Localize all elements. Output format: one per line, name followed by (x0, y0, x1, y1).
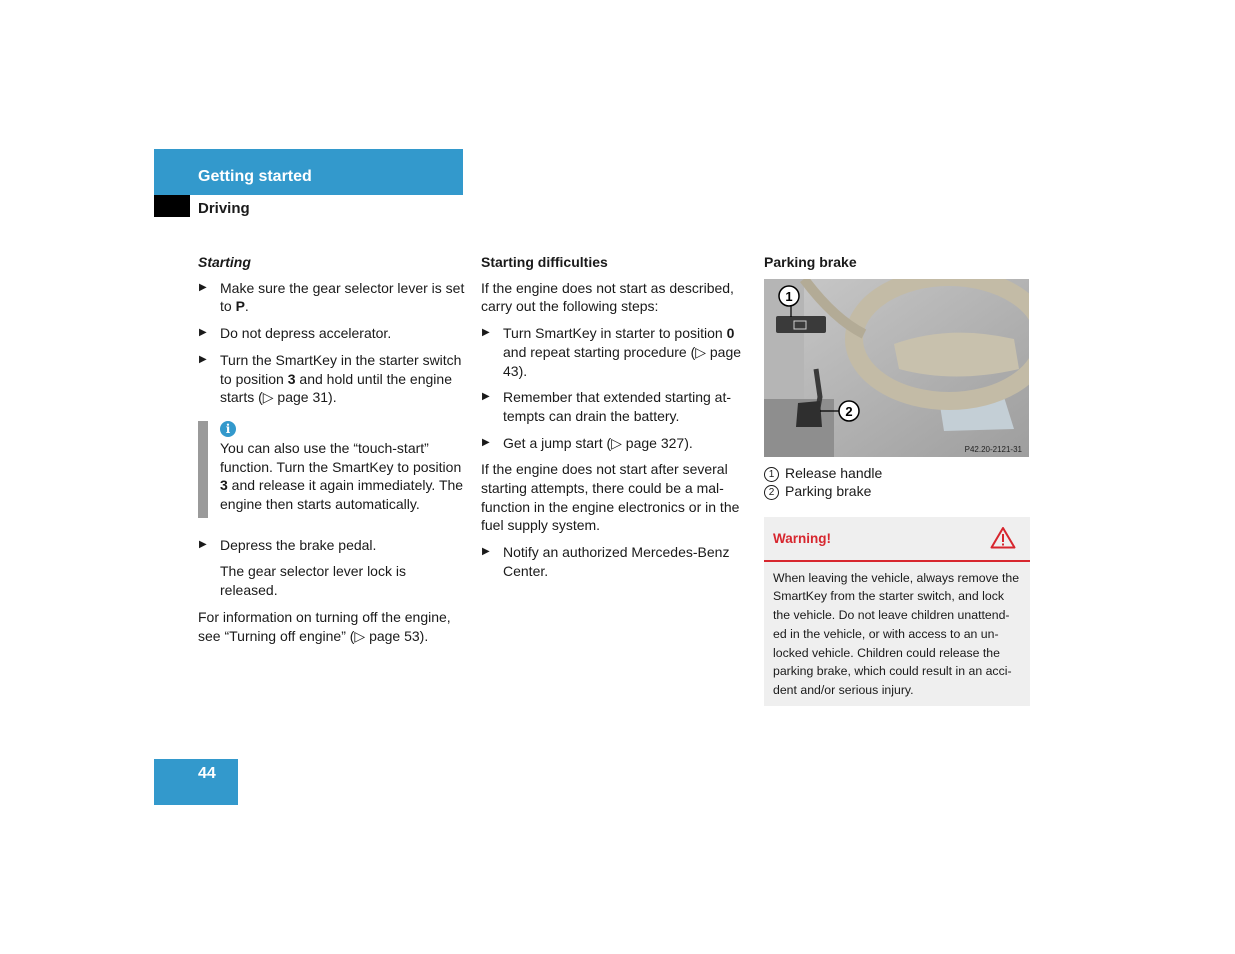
warning-triangle-icon (990, 526, 1016, 549)
warning-header (764, 517, 1030, 562)
malfunction-paragraph: If the engine does not start after several starting attempts, there could be a mal-function in the engine electronics or in the fuel supply system. (481, 461, 740, 534)
subsection-marker (154, 195, 190, 217)
svg-text:1: 1 (785, 288, 793, 304)
column-parking-brake (764, 253, 1030, 706)
legend-item: 1 Release handle (764, 464, 1030, 483)
step-position-0: ▶ Turn SmartKey in starter to position 0 and repeat starting procedure (▷ page 43). (481, 324, 746, 380)
parking-brake-pedal (796, 401, 822, 427)
column-starting-difficulties (481, 253, 746, 589)
heading-starting-difficulties: Starting difficulties (481, 254, 608, 270)
step-turn-smartkey: ▶ Turn the SmartKey in the starter switch to position 3 and hold until the engine starts (▷ page 31). (198, 351, 466, 407)
subsection-title: Driving (198, 200, 250, 217)
page-number-box (154, 759, 238, 805)
info-bar (198, 421, 208, 518)
column-starting (198, 253, 466, 653)
step-brake-pedal: ▶ Depress the brake pedal. (198, 536, 466, 555)
step-notify-center: ▶ Notify an authorized Mercedes-Benz Center. (481, 543, 746, 580)
difficulties-intro: If the engine does not start as described, carry out the following steps: (481, 279, 734, 315)
svg-text:2: 2 (845, 403, 853, 419)
info-text: You can also use the “touch-start” function. Turn the SmartKey to position 3 and release it again immediately. The engine then starts automatically. (220, 439, 464, 513)
info-icon: i (220, 421, 236, 437)
step-battery-drain: ▶ Remember that extended starting at-tempts can drain the battery. (481, 388, 746, 425)
turning-off-reference: For information on turning off the engine, see “Turning off engine” (▷ page 53). (198, 608, 451, 644)
warning-box (764, 517, 1030, 706)
page-number: 44 (198, 765, 216, 782)
figure-code: P42.20-2121-31 (964, 444, 1022, 454)
step-jump-start: ▶ Get a jump start (▷ page 327). (481, 434, 746, 453)
info-note (198, 421, 466, 518)
heading-parking-brake: Parking brake (764, 254, 857, 270)
step-gear-selector: ▶ Make sure the gear selector lever is set to P. (198, 279, 466, 316)
step-accelerator: ▶ Do not depress accelerator. (198, 324, 466, 343)
parking-brake-illustration (764, 279, 1029, 457)
warning-title: Warning! (773, 530, 831, 546)
legend-item: 2 Parking brake (764, 482, 1030, 501)
heading-starting: Starting (198, 254, 251, 270)
figure-legend (764, 464, 1030, 501)
release-handle (776, 316, 826, 333)
warning-text: When leaving the vehicle, always remove the SmartKey from the starter switch, and lock the vehicle. Do not leave children unattend-ed in the vehicle, or with access to an un-locked vehicle. Children could release the parking brake, which could result in an acci-dent and/or serious injury. (773, 570, 1020, 697)
section-title: Getting started (198, 168, 312, 185)
step-result: The gear selector lever lock is released. (220, 563, 406, 599)
